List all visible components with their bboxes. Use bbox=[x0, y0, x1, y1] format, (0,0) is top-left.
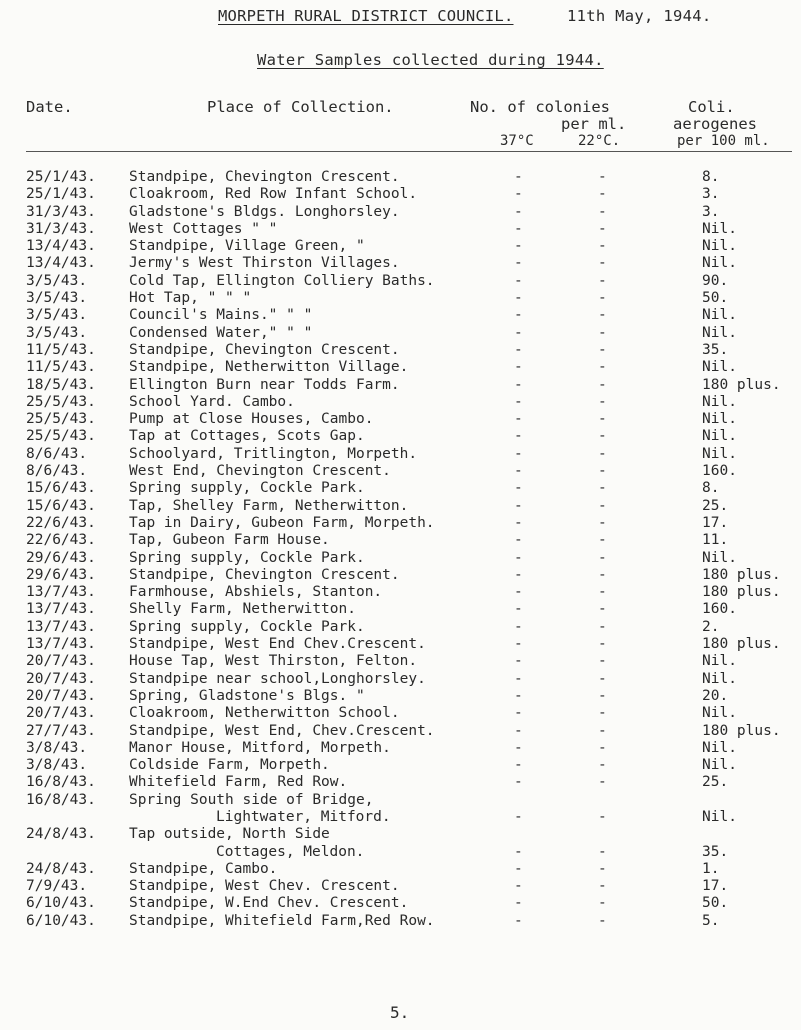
colonies-37c: - bbox=[514, 186, 523, 203]
table-row bbox=[0, 307, 801, 324]
sample-date: 13/4/43. bbox=[26, 238, 96, 255]
collection-place: West End, Chevington Crescent. bbox=[129, 463, 391, 480]
coli-count: 2. bbox=[702, 618, 720, 635]
sample-date: 16/8/43. bbox=[26, 791, 96, 808]
sample-date: 7/9/43. bbox=[26, 878, 88, 895]
table-row bbox=[0, 826, 801, 861]
sample-date: 25/1/43. bbox=[26, 169, 96, 185]
sample-date: 29/6/43. bbox=[26, 566, 96, 583]
colonies-22c: - bbox=[598, 549, 607, 566]
coli-count: 50. bbox=[702, 895, 729, 912]
coli-count: 11. bbox=[702, 532, 729, 549]
colonies-37c: - bbox=[514, 411, 523, 428]
collection-place: Standpipe, Chevington Crescent. bbox=[129, 169, 400, 185]
table-row bbox=[0, 221, 801, 238]
colonies-22c: - bbox=[598, 376, 607, 393]
collection-place: Standpipe, Cambo. bbox=[129, 860, 278, 877]
coli-count: Nil. bbox=[702, 411, 737, 428]
sample-date: 3/5/43. bbox=[26, 272, 88, 289]
table-row bbox=[0, 774, 801, 791]
coli-count: Nil. bbox=[702, 393, 737, 410]
header-rule bbox=[26, 151, 792, 152]
colonies-37c: - bbox=[514, 757, 523, 774]
collection-place: Whitefield Farm, Red Row. bbox=[129, 774, 348, 791]
collection-place: Farmhouse, Abshiels, Stanton. bbox=[129, 584, 383, 601]
coli-count: Nil. bbox=[702, 653, 737, 670]
colonies-22c: - bbox=[598, 238, 607, 255]
colonies-37c: - bbox=[514, 636, 523, 653]
colonies-22c: - bbox=[598, 514, 607, 531]
table-row bbox=[0, 619, 801, 636]
colonies-22c: - bbox=[598, 463, 607, 480]
table-row bbox=[0, 359, 801, 376]
coli-count: 8. bbox=[702, 480, 720, 497]
sample-date: 6/10/43. bbox=[26, 912, 96, 929]
table-row bbox=[0, 204, 801, 221]
colonies-37c: - bbox=[514, 860, 523, 877]
collection-place: Cloakroom, Netherwitton School. bbox=[129, 705, 400, 722]
colonies-37c: - bbox=[514, 687, 523, 704]
table-row bbox=[0, 515, 801, 532]
coli-count: Nil. bbox=[702, 670, 737, 687]
colonies-37c: - bbox=[514, 255, 523, 272]
coli-count: 17. bbox=[702, 514, 729, 531]
coli-count: 1. bbox=[702, 860, 720, 877]
sample-date: 13/7/43. bbox=[26, 584, 96, 601]
colonies-37c: - bbox=[514, 566, 523, 583]
colonies-37c: - bbox=[514, 272, 523, 289]
collection-place: Standpipe, West Chev. Crescent. bbox=[129, 878, 400, 895]
colonies-37c: - bbox=[514, 774, 523, 791]
sample-date: 29/6/43. bbox=[26, 549, 96, 566]
collection-place: Cold Tap, Ellington Colliery Baths. bbox=[129, 272, 435, 289]
colonies-22c: - bbox=[598, 895, 607, 912]
collection-place: Spring, Gladstone's Blgs. " bbox=[129, 687, 365, 704]
colonies-22c: - bbox=[598, 670, 607, 687]
colonies-22c: - bbox=[598, 739, 607, 756]
sample-date: 25/5/43. bbox=[26, 393, 96, 410]
colonies-37c: - bbox=[514, 307, 523, 324]
table-row bbox=[0, 601, 801, 618]
table-row bbox=[0, 567, 801, 584]
colonies-37c: - bbox=[514, 912, 523, 929]
table-row bbox=[0, 290, 801, 307]
column-header-22c: 22°C. bbox=[578, 133, 621, 149]
collection-place: Standpipe, Chevington Crescent. bbox=[129, 341, 400, 358]
sample-date: 11/5/43. bbox=[26, 359, 96, 376]
table-row bbox=[0, 792, 801, 827]
sample-date: 16/8/43. bbox=[26, 774, 96, 791]
colonies-37c: - bbox=[514, 393, 523, 410]
coli-count: Nil. bbox=[702, 739, 737, 756]
colonies-37c: - bbox=[514, 480, 523, 497]
colonies-37c: - bbox=[514, 843, 523, 860]
table-row bbox=[0, 532, 801, 549]
colonies-22c: - bbox=[598, 860, 607, 877]
table-row bbox=[0, 861, 801, 878]
table-row bbox=[0, 169, 801, 186]
coli-count: Nil. bbox=[702, 324, 737, 341]
coli-count: 180 plus. bbox=[702, 376, 781, 393]
table-row bbox=[0, 550, 801, 567]
collection-place: Coldside Farm, Morpeth. bbox=[129, 757, 330, 774]
sample-date: 20/7/43. bbox=[26, 705, 96, 722]
coli-count: 35. bbox=[702, 843, 729, 860]
colonies-37c: - bbox=[514, 895, 523, 912]
collection-place: Jermy's West Thirston Villages. bbox=[129, 255, 400, 272]
sample-date: 24/8/43. bbox=[26, 860, 96, 877]
table-row bbox=[0, 723, 801, 740]
page-number: 5. bbox=[390, 1003, 410, 1022]
collection-place: Manor House, Mitford, Morpeth. bbox=[129, 739, 391, 756]
colonies-37c: - bbox=[514, 653, 523, 670]
sample-date: 8/6/43. bbox=[26, 445, 88, 462]
collection-place: Standpipe near school,Longhorsley. bbox=[129, 670, 426, 687]
coli-count: 3. bbox=[702, 203, 720, 220]
table-row bbox=[0, 740, 801, 757]
column-header-aerogenes: aerogenes bbox=[673, 115, 757, 133]
colonies-37c: - bbox=[514, 497, 523, 514]
collection-place-continued: Lightwater, Mitford. bbox=[216, 808, 391, 825]
colonies-37c: - bbox=[514, 238, 523, 255]
collection-place: Tap at Cottages, Scots Gap. bbox=[129, 428, 365, 445]
colonies-22c: - bbox=[598, 532, 607, 549]
colonies-37c: - bbox=[514, 169, 523, 185]
collection-place: Ellington Burn near Todds Farm. bbox=[129, 376, 400, 393]
collection-place: Spring supply, Cockle Park. bbox=[129, 618, 365, 635]
collection-place: House Tap, West Thirston, Felton. bbox=[129, 653, 418, 670]
collection-place: Spring supply, Cockle Park. bbox=[129, 549, 365, 566]
colonies-37c: - bbox=[514, 359, 523, 376]
colonies-22c: - bbox=[598, 757, 607, 774]
table-row bbox=[0, 186, 801, 203]
colonies-22c: - bbox=[598, 566, 607, 583]
colonies-22c: - bbox=[598, 912, 607, 929]
colonies-22c: - bbox=[598, 497, 607, 514]
colonies-37c: - bbox=[514, 601, 523, 618]
table-row bbox=[0, 255, 801, 272]
colonies-22c: - bbox=[598, 480, 607, 497]
colonies-22c: - bbox=[598, 636, 607, 653]
table-row bbox=[0, 463, 801, 480]
collection-place: School Yard. Cambo. bbox=[129, 393, 295, 410]
coli-count: 20. bbox=[702, 687, 729, 704]
collection-place: Spring supply, Cockle Park. bbox=[129, 480, 365, 497]
column-header-place: Place of Collection. bbox=[207, 98, 394, 116]
colonies-37c: - bbox=[514, 463, 523, 480]
colonies-22c: - bbox=[598, 687, 607, 704]
sample-date: 22/6/43. bbox=[26, 532, 96, 549]
coli-count: Nil. bbox=[702, 549, 737, 566]
colonies-37c: - bbox=[514, 220, 523, 237]
table-row bbox=[0, 273, 801, 290]
column-header-date: Date. bbox=[26, 98, 73, 116]
collection-place: Gladstone's Bldgs. Longhorsley. bbox=[129, 203, 400, 220]
coli-count: Nil. bbox=[702, 359, 737, 376]
table-row bbox=[0, 411, 801, 428]
sample-date: 25/1/43. bbox=[26, 186, 96, 203]
colonies-22c: - bbox=[598, 618, 607, 635]
coli-count: 25. bbox=[702, 774, 729, 791]
colonies-37c: - bbox=[514, 532, 523, 549]
sample-date: 8/6/43. bbox=[26, 463, 88, 480]
table-row bbox=[0, 688, 801, 705]
table-row bbox=[0, 480, 801, 497]
column-header-37c: 37°C bbox=[500, 133, 534, 149]
sample-date: 27/7/43. bbox=[26, 722, 96, 739]
collection-place: Standpipe, Whitefield Farm,Red Row. bbox=[129, 912, 435, 929]
colonies-22c: - bbox=[598, 843, 607, 860]
collection-place: Standpipe, Chevington Crescent. bbox=[129, 566, 400, 583]
collection-place: Tap in Dairy, Gubeon Farm, Morpeth. bbox=[129, 514, 435, 531]
colonies-22c: - bbox=[598, 324, 607, 341]
sample-date: 13/4/43. bbox=[26, 255, 96, 272]
colonies-22c: - bbox=[598, 878, 607, 895]
colonies-22c: - bbox=[598, 220, 607, 237]
table-row bbox=[0, 757, 801, 774]
coli-count: 160. bbox=[702, 601, 737, 618]
organisation-heading: MORPETH RURAL DISTRICT COUNCIL. bbox=[218, 7, 514, 25]
colonies-22c: - bbox=[598, 445, 607, 462]
document-subtitle: Water Samples collected during 1944. bbox=[257, 51, 604, 69]
colonies-37c: - bbox=[514, 428, 523, 445]
colonies-22c: - bbox=[598, 169, 607, 185]
collection-place: Standpipe, West End, Chev.Crescent. bbox=[129, 722, 435, 739]
collection-place: Standpipe, Netherwitton Village. bbox=[129, 359, 409, 376]
coli-count: Nil. bbox=[702, 220, 737, 237]
collection-place: Council's Mains." " " bbox=[129, 307, 313, 324]
colonies-37c: - bbox=[514, 618, 523, 635]
coli-count: 160. bbox=[702, 463, 737, 480]
coli-count: 180 plus. bbox=[702, 566, 781, 583]
sample-date: 20/7/43. bbox=[26, 653, 96, 670]
colonies-37c: - bbox=[514, 445, 523, 462]
coli-count: 17. bbox=[702, 878, 729, 895]
colonies-37c: - bbox=[514, 549, 523, 566]
colonies-22c: - bbox=[598, 341, 607, 358]
collection-place: Standpipe, W.End Chev. Crescent. bbox=[129, 895, 409, 912]
collection-place: Tap, Shelley Farm, Netherwitton. bbox=[129, 497, 409, 514]
colonies-37c: - bbox=[514, 376, 523, 393]
colonies-37c: - bbox=[514, 514, 523, 531]
sample-date: 25/5/43. bbox=[26, 411, 96, 428]
column-header-per-ml: per ml. bbox=[561, 115, 627, 133]
sample-date: 20/7/43. bbox=[26, 687, 96, 704]
coli-count: 180 plus. bbox=[702, 584, 781, 601]
colonies-37c: - bbox=[514, 341, 523, 358]
colonies-22c: - bbox=[598, 428, 607, 445]
colonies-22c: - bbox=[598, 584, 607, 601]
colonies-22c: - bbox=[598, 653, 607, 670]
sample-date: 25/5/43. bbox=[26, 428, 96, 445]
sample-date: 31/3/43. bbox=[26, 203, 96, 220]
table-row bbox=[0, 428, 801, 445]
column-header-coli: Coli. bbox=[688, 98, 735, 116]
colonies-37c: - bbox=[514, 705, 523, 722]
coli-count: 25. bbox=[702, 497, 729, 514]
collection-place: Schoolyard, Tritlington, Morpeth. bbox=[129, 445, 418, 462]
coli-count: 3. bbox=[702, 186, 720, 203]
colonies-37c: - bbox=[514, 808, 523, 825]
colonies-37c: - bbox=[514, 290, 523, 307]
sample-date: 22/6/43. bbox=[26, 514, 96, 531]
sample-date: 3/8/43. bbox=[26, 739, 88, 756]
coli-count: 8. bbox=[702, 169, 720, 185]
colonies-22c: - bbox=[598, 359, 607, 376]
table-row bbox=[0, 325, 801, 342]
table-row bbox=[0, 342, 801, 359]
collection-place: Standpipe, West End Chev.Crescent. bbox=[129, 636, 426, 653]
samples-table bbox=[0, 169, 801, 930]
collection-place: Tap outside, North Side bbox=[129, 826, 330, 843]
colonies-22c: - bbox=[598, 186, 607, 203]
table-row bbox=[0, 498, 801, 515]
colonies-37c: - bbox=[514, 584, 523, 601]
coli-count: 35. bbox=[702, 341, 729, 358]
coli-count: Nil. bbox=[702, 428, 737, 445]
sample-date: 11/5/43. bbox=[26, 341, 96, 358]
sample-date: 3/8/43. bbox=[26, 757, 88, 774]
collection-place: Condensed Water," " " bbox=[129, 324, 313, 341]
coli-count: 90. bbox=[702, 272, 729, 289]
coli-count: 180 plus. bbox=[702, 722, 781, 739]
sample-date: 15/6/43. bbox=[26, 480, 96, 497]
collection-place: Hot Tap, " " " bbox=[129, 290, 252, 307]
table-row bbox=[0, 878, 801, 895]
document-date: 11th May, 1944. bbox=[567, 7, 712, 25]
sample-date: 15/6/43. bbox=[26, 497, 96, 514]
colonies-22c: - bbox=[598, 290, 607, 307]
sample-date: 31/3/43. bbox=[26, 220, 96, 237]
table-row bbox=[0, 913, 801, 930]
coli-count: Nil. bbox=[702, 307, 737, 324]
colonies-22c: - bbox=[598, 722, 607, 739]
table-row bbox=[0, 705, 801, 722]
colonies-22c: - bbox=[598, 411, 607, 428]
sample-date: 13/7/43. bbox=[26, 636, 96, 653]
table-row bbox=[0, 671, 801, 688]
colonies-22c: - bbox=[598, 705, 607, 722]
table-row bbox=[0, 377, 801, 394]
sample-date: 13/7/43. bbox=[26, 601, 96, 618]
colonies-37c: - bbox=[514, 324, 523, 341]
sample-date: 13/7/43. bbox=[26, 618, 96, 635]
collection-place: West Cottages " " bbox=[129, 220, 278, 237]
collection-place: Shelly Farm, Netherwitton. bbox=[129, 601, 356, 618]
table-row bbox=[0, 584, 801, 601]
colonies-37c: - bbox=[514, 203, 523, 220]
colonies-37c: - bbox=[514, 722, 523, 739]
colonies-22c: - bbox=[598, 272, 607, 289]
colonies-22c: - bbox=[598, 203, 607, 220]
sample-date: 20/7/43. bbox=[26, 670, 96, 687]
colonies-22c: - bbox=[598, 255, 607, 272]
coli-count: 5. bbox=[702, 912, 720, 929]
table-row bbox=[0, 636, 801, 653]
sample-date: 6/10/43. bbox=[26, 895, 96, 912]
colonies-22c: - bbox=[598, 307, 607, 324]
coli-count: Nil. bbox=[702, 705, 737, 722]
collection-place-continued: Cottages, Meldon. bbox=[216, 843, 365, 860]
colonies-37c: - bbox=[514, 739, 523, 756]
column-header-colonies: No. of colonies bbox=[470, 98, 610, 116]
colonies-22c: - bbox=[598, 393, 607, 410]
table-row bbox=[0, 653, 801, 670]
sample-date: 3/5/43. bbox=[26, 324, 88, 341]
collection-place: Spring South side of Bridge, bbox=[129, 791, 374, 808]
coli-count: 50. bbox=[702, 290, 729, 307]
coli-count: Nil. bbox=[702, 238, 737, 255]
sample-date: 24/8/43. bbox=[26, 826, 96, 843]
colonies-22c: - bbox=[598, 601, 607, 618]
collection-place: Cloakroom, Red Row Infant School. bbox=[129, 186, 418, 203]
table-row bbox=[0, 446, 801, 463]
sample-date: 18/5/43. bbox=[26, 376, 96, 393]
collection-place: Standpipe, Village Green, " bbox=[129, 238, 365, 255]
colonies-22c: - bbox=[598, 774, 607, 791]
collection-place: Tap, Gubeon Farm House. bbox=[129, 532, 330, 549]
colonies-22c: - bbox=[598, 808, 607, 825]
table-row bbox=[0, 238, 801, 255]
coli-count: 180 plus. bbox=[702, 636, 781, 653]
colonies-37c: - bbox=[514, 670, 523, 687]
sample-date: 3/5/43. bbox=[26, 290, 88, 307]
coli-count: Nil. bbox=[702, 808, 737, 825]
coli-count: Nil. bbox=[702, 255, 737, 272]
table-row bbox=[0, 394, 801, 411]
column-header-per-100ml: per 100 ml. bbox=[677, 133, 770, 149]
colonies-37c: - bbox=[514, 878, 523, 895]
table-row bbox=[0, 895, 801, 912]
sample-date: 3/5/43. bbox=[26, 307, 88, 324]
coli-count: Nil. bbox=[702, 445, 737, 462]
collection-place: Pump at Close Houses, Cambo. bbox=[129, 411, 374, 428]
coli-count: Nil. bbox=[702, 757, 737, 774]
